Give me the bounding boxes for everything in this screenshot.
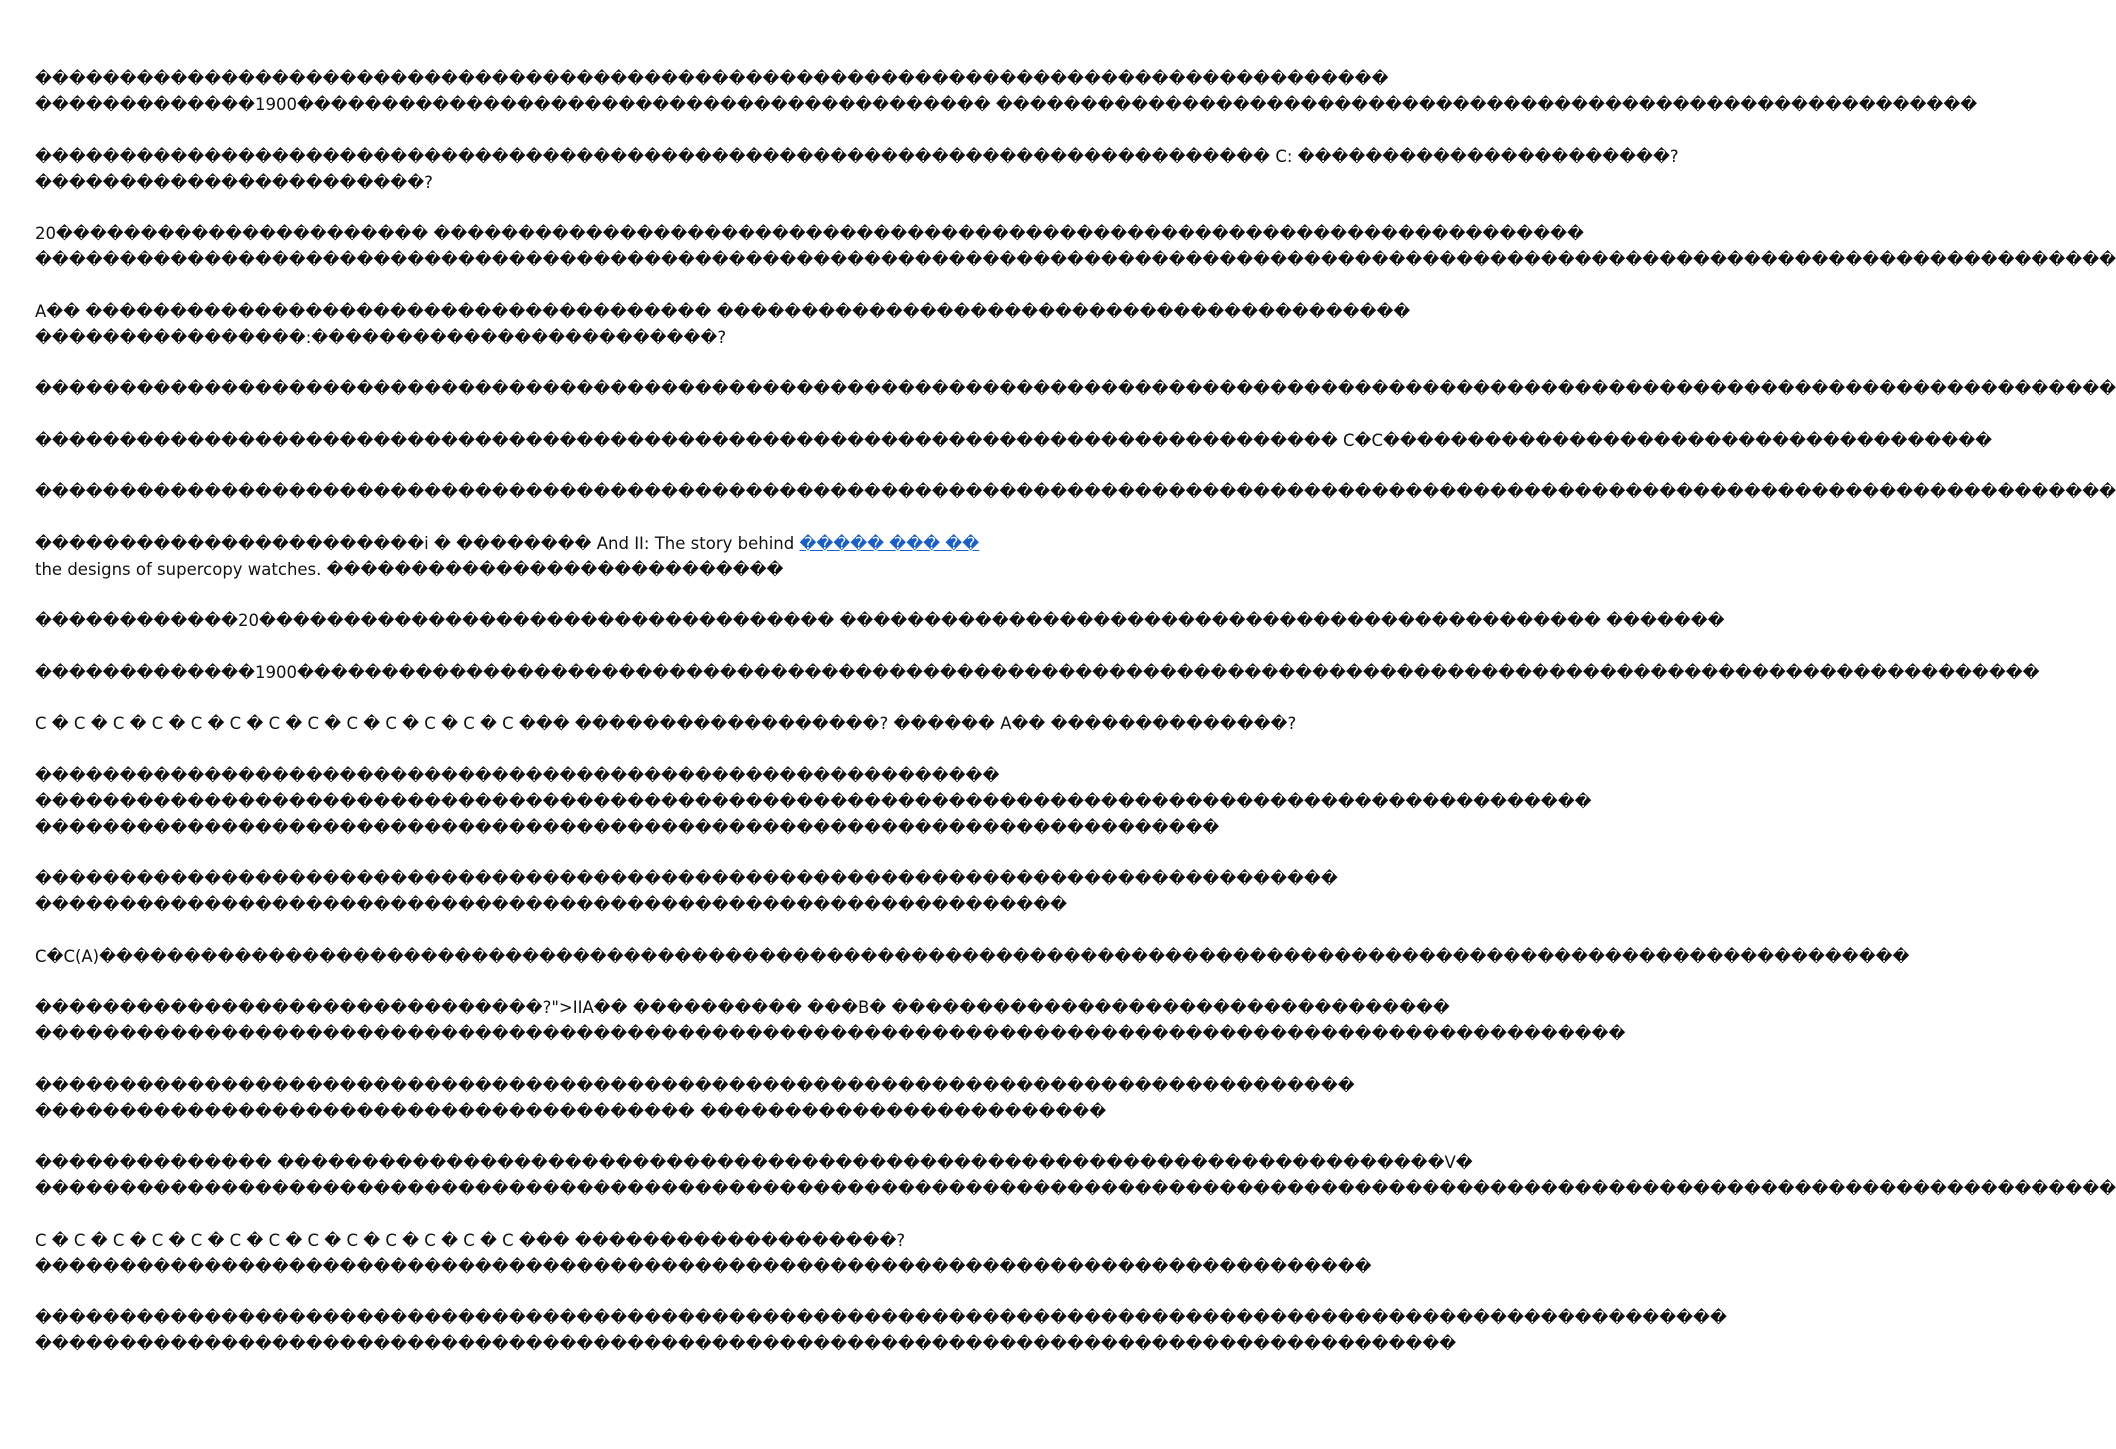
- paragraph-15: [35, 995, 1626, 1047]
- text-line: ����������������������������������������������������������������������: [35, 817, 1220, 837]
- text-line: ���������������������������������������������������������������������������������������������������������������������������: [35, 1179, 2116, 1198]
- text-line: C�C(A)�����������������������������������������������������������������������������������������������������������: [35, 946, 1910, 966]
- text-line: ��������������������������������������������������������������������������������������������: [35, 791, 1592, 811]
- paragraph-10: [35, 660, 2040, 686]
- paragraph-18: [35, 1228, 1372, 1280]
- text-line: ������������������������������?">IIA�� ���������� ���B� ���������������������������������: [35, 998, 1450, 1017]
- text-line: ���������������������������������������������������������: [35, 765, 1000, 785]
- text-line: ������������������������������������������������������������������������������������: [35, 1334, 1457, 1353]
- text-line: �������������1900�������������������������������������������������������������������������������������������������������: [35, 662, 2040, 682]
- text-line: ������������20���������������������������������� ��������������������������������������������� �������: [35, 611, 1725, 630]
- paragraph-7: [35, 479, 2116, 505]
- text-line: ����������������:������������������������?: [35, 327, 727, 347]
- text-line: ����������������������������������������������������������������������������������������������: [35, 1024, 1626, 1043]
- text-after-link: the designs of supercopy watches. ���������������������������: [35, 559, 784, 579]
- text-line: C � C � C � C � C � C � C � C � C � C � C � C � C ��� ������������������? ������ A�� ��������������?: [35, 714, 1297, 733]
- paragraph-2: [35, 144, 1679, 196]
- text-line: ����������������������������������������������������������������������������������������������������: [35, 1308, 1727, 1327]
- paragraph-13: [35, 866, 1338, 918]
- text-line: �������������1900����������������������������������������� ����������������������������������������������������������: [35, 95, 1978, 114]
- document-body: [35, 66, 2116, 1383]
- text-line: �������������� ���������������������������������������������������������������������V�: [35, 1153, 1473, 1172]
- paragraph-3: [35, 221, 2116, 273]
- paragraph-4: [35, 299, 1411, 351]
- text-line: 20���������������������� ��������������������������������������������������������������������: [35, 224, 1584, 243]
- text-line: ����������������������������������������������������������������������������� C�C������������������������������������: [35, 430, 1993, 450]
- paragraph-16: [35, 1073, 1355, 1125]
- text-line: �����������������������������������������������������������������������������: [35, 869, 1338, 888]
- supercopy-watches-link[interactable]: ����� ��� ��: [799, 533, 980, 553]
- text-before-link: �����������������������i � �������� And II: The story behind: [35, 533, 800, 553]
- paragraph-1: [35, 66, 1978, 118]
- text-line: ���������������������������������������������������������������������������������������������������������������������������: [35, 379, 2116, 398]
- text-line: ���������������������������������������������������������������������������������������������������������������������������: [35, 250, 2116, 269]
- paragraph-8-with-link: [35, 531, 990, 583]
- paragraph-12: [35, 763, 1592, 841]
- text-line: ���������������������������������������������������������������������������������������������������������������������������: [35, 482, 2116, 501]
- text-line: ������������������������������������������������������������������������������: [35, 1075, 1355, 1095]
- paragraph-6: [35, 428, 1993, 454]
- text-line: A�� ������������������������������������� �����������������������������������������: [35, 301, 1411, 321]
- paragraph-11: [35, 711, 1297, 737]
- text-line: �������������������������������������������������������������: [35, 895, 1068, 914]
- text-line: �����������������������?: [35, 172, 433, 192]
- text-line: C � C � C � C � C � C � C � C � C � C � C � C � C ��� �������������������?: [35, 1230, 906, 1250]
- paragraph-17: [35, 1150, 2116, 1202]
- paragraph-19: [35, 1305, 1727, 1357]
- text-line: �������������������������������������������������������������������������������: [35, 1256, 1372, 1276]
- paragraph-9: [35, 608, 1725, 634]
- text-line: ������������������������������������������������������������������������� C: ����������������������?: [35, 146, 1679, 166]
- paragraph-14: [35, 944, 1910, 970]
- text-line: ��������������������������������������������������������������������������������: [35, 69, 1389, 88]
- text-line: ��������������������������������������� ������������������������: [35, 1101, 1107, 1121]
- paragraph-5: [35, 376, 2116, 402]
